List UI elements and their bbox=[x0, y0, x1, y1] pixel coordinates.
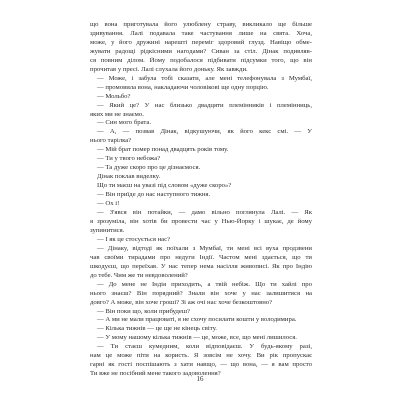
text-line: — Кілька тижнів — це ще не кінець світу. bbox=[97, 325, 217, 333]
text-line: — Мольбо? bbox=[97, 92, 131, 100]
text-line: — У мому нашому кілька тижнів — це, може, все, що мені лишилося. bbox=[97, 334, 297, 342]
text-line: чав своїми тирадами про недуги Індії. Частом мені здається, що ти bbox=[90, 253, 312, 261]
text-line: — Який це? У нас близько двадцяти племінників і племінниць, bbox=[97, 101, 312, 109]
text-line: — Ти стаєш кумедним, коли відповідаєш. У будь-якому разі, bbox=[97, 343, 312, 351]
text-line: зупинитися. bbox=[90, 226, 125, 234]
text-line: — А ми не мали працюваті, я не схочу посилати кошти у володимира. bbox=[97, 316, 297, 324]
text-line: Що ти маєш на увазі під словом «дуже скоро»? bbox=[97, 182, 232, 190]
text-line: — Може, і забула тобі сказати, але мені телефонувала з Мумбаї, bbox=[97, 74, 312, 82]
text-line: гарні як гості поспішають з хати навщо, — що вона, — я вам просто bbox=[90, 361, 312, 369]
text-line: Дінак поклав виделку. bbox=[97, 173, 161, 181]
text-line: — Він поки що, коли прибудеш? bbox=[97, 307, 190, 315]
text-line: — А, — позвав Дінак, відкушуючи, як його кекс смі. — У bbox=[97, 128, 312, 136]
text-line: — Він приїде до нас наступного тижня. bbox=[97, 191, 211, 199]
text-line: довго? А може, він хоче гроші? Зі аж очі нас хоче безкоштовно? bbox=[90, 298, 273, 306]
text-line: — З'явся він потайки, — дамо вільно поглянула Лалі. — Як bbox=[97, 209, 312, 217]
text-line: нам це може піти на користь. Я зовсім не хочу. Ви рік пропускає bbox=[90, 352, 312, 360]
text-line: — Ох і! bbox=[97, 200, 120, 208]
text-line: здивування. Лалі подавала таке частування лише на свята. Хоча, bbox=[90, 29, 312, 37]
page-number: 16 bbox=[196, 376, 204, 383]
text-line: — Дінаку, відтоді як поїхали з Мумбаї, ти мені всі вуха продзвени bbox=[97, 244, 312, 252]
text-line: — промовила вона, накладаючи чоловікові ще одну порцію. bbox=[97, 83, 269, 91]
text-line: яких ми не знаємо. bbox=[90, 110, 144, 118]
text-line: що вона приготувала його улюблену страву, викликало ще більше bbox=[90, 21, 312, 28]
text-line: жувати радощі рідкісними нагодами? Сиван за стіл. Дінак подивляв- bbox=[90, 47, 312, 55]
text-line: прочитав у пресі. Лалі слухала його доньку. Як завжди. bbox=[90, 65, 248, 73]
text-line: я зрозуміла, він хотів би провести час у Нью-Йорку і шукає, де йому bbox=[90, 217, 312, 225]
text-line: ся повним ділом. Йому подобалося підбивати підсумки того, що він bbox=[90, 56, 312, 64]
text-line: — Ти у твого небожа? bbox=[97, 155, 161, 163]
text-line: — Мій брат помер понад двадцять років тому. bbox=[97, 146, 229, 154]
text-line: — До мене не Індія приходить, а твій небіж. Що ти хайлі про bbox=[97, 280, 312, 288]
text-line: до тебе. Чим же ти невдоволений? bbox=[90, 271, 188, 279]
text-line: — І як це стосується нас? bbox=[97, 235, 171, 243]
text-line: може, у його дружині нарешті переміг здоровий глузд. Навіщо обме- bbox=[90, 38, 312, 46]
text-line: шкодуєш, що переїхав. У нас тепер нема насілля живописі. Як про Індію bbox=[90, 262, 312, 270]
text-line: нього тарілка? bbox=[90, 137, 132, 145]
body-text bbox=[90, 21, 312, 379]
text-line: — Син мого брата. bbox=[97, 119, 152, 127]
text-line: Ти вже не посібний мене такого задоволення? bbox=[90, 370, 221, 378]
text-line: нього знаєш? Він порядний? Знали він хоче у нас залишитися на bbox=[90, 289, 312, 297]
text-line: — Та дуже скоро про це дізнаємося. bbox=[97, 164, 201, 172]
